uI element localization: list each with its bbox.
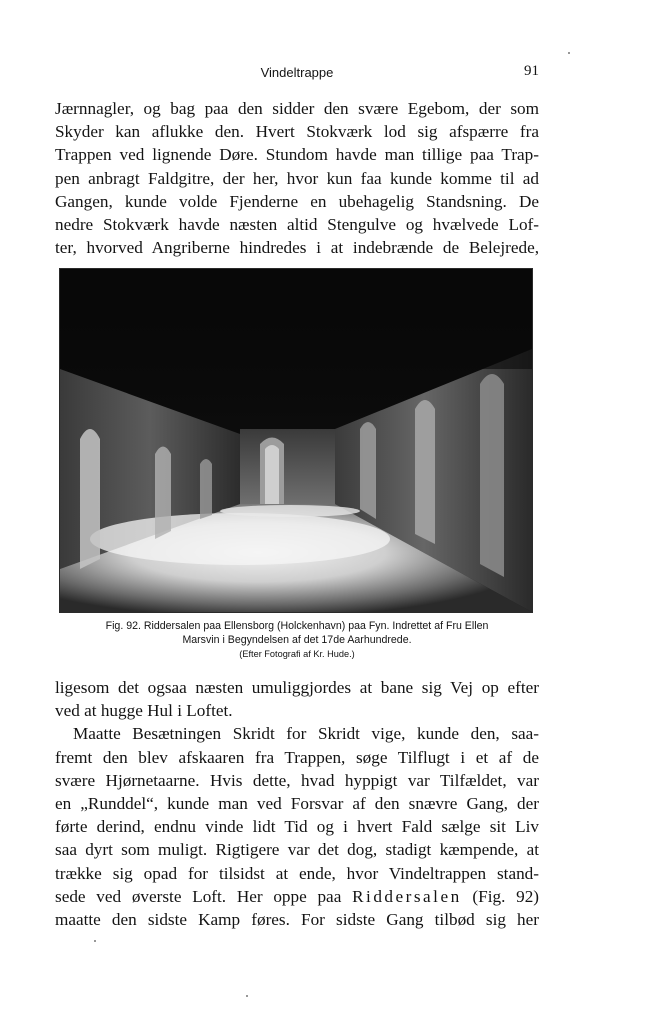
text-line: en „Runddel“, kunde man ved Forsvar af den snævre Gang, der bbox=[55, 794, 539, 814]
text-line: svære Hjørnetaarne. Hvis dette, hvad hyppigt var Tilfældet, var bbox=[55, 770, 539, 790]
paper-speck bbox=[94, 940, 96, 942]
caption-line-1: Fig. 92. Riddersalen paa Ellensborg (Holckenhavn) paa Fyn. Indrettet af Fru Ellen bbox=[105, 620, 489, 632]
paragraph-2 bbox=[55, 676, 539, 931]
text-line: nedre Stokværk havde næsten altid Stengulve og hvælvede Lof- bbox=[55, 215, 539, 235]
caption-line-2: Marsvin i Begyndelsen af det 17de Aarhundrede. bbox=[182, 634, 412, 646]
paper-speck bbox=[568, 52, 570, 54]
running-title: Vindeltrappe bbox=[260, 65, 334, 80]
text-line: Trappen ved lignende Døre. Stundom havde man tillige paa Trap- bbox=[55, 145, 539, 165]
paragraph-1 bbox=[55, 97, 539, 259]
page-header bbox=[55, 62, 539, 84]
text-line: Maatte Besætningen Skridt for Skridt vige, kunde den, saa- bbox=[73, 724, 539, 744]
text-line: saa dyrt som muligt. Rigtigere var det dog, stadigt kæmpende, at bbox=[55, 840, 539, 860]
text-line: maatte den sidste Kamp føres. For sidste Gang tilbød sig her bbox=[55, 910, 539, 930]
text-line: Jærnnagler, og bag paa den sidder den svære Egebom, der som bbox=[55, 99, 539, 118]
text-line: fremt den blev afskaaren fra Trappen, søge Tilflugt i et af de bbox=[55, 747, 539, 767]
text-line: førte derind, endnu vinde lidt Tid og i hvert Fald sælge sit Liv bbox=[55, 817, 539, 837]
photo-credit: (Efter Fotografi af Kr. Hude.) bbox=[239, 649, 355, 659]
text-line bbox=[55, 885, 539, 908]
page-number: 91 bbox=[524, 63, 539, 79]
text-line: Skyder kan aflukke den. Hvert Stokværk lod sig afspærre fra bbox=[55, 122, 539, 142]
text-line: pen anbragt Faldgitre, der her, hvor kun faa kunde komme til ad bbox=[55, 168, 539, 188]
spaced-word-riddersalen: Riddersalen bbox=[352, 886, 462, 906]
paper-speck bbox=[246, 995, 248, 997]
text-line: ter, hvorved Angriberne hindredes i at indebrænde de Belejrede, bbox=[55, 238, 539, 258]
text-line: Gangen, kunde volde Fjenderne en ubehagelig Standsning. De bbox=[55, 191, 539, 211]
figure-caption bbox=[55, 619, 539, 661]
text-segment: (Fig. 92) bbox=[461, 886, 540, 906]
text-segment: sede ved øverste Loft. Her oppe paa bbox=[55, 886, 342, 906]
text-line: trække sig opad for tilsidst at ende, hvor Vindeltrappen stand- bbox=[55, 863, 539, 883]
text-line: ligesom det ogsaa næsten umuliggjordes at bane sig Vej op efter bbox=[55, 678, 539, 697]
text-line: ved at hugge Hul i Loftet. bbox=[55, 701, 233, 721]
figure-photograph-riddersalen bbox=[59, 268, 533, 613]
hall-photograph-illustration bbox=[60, 269, 532, 612]
